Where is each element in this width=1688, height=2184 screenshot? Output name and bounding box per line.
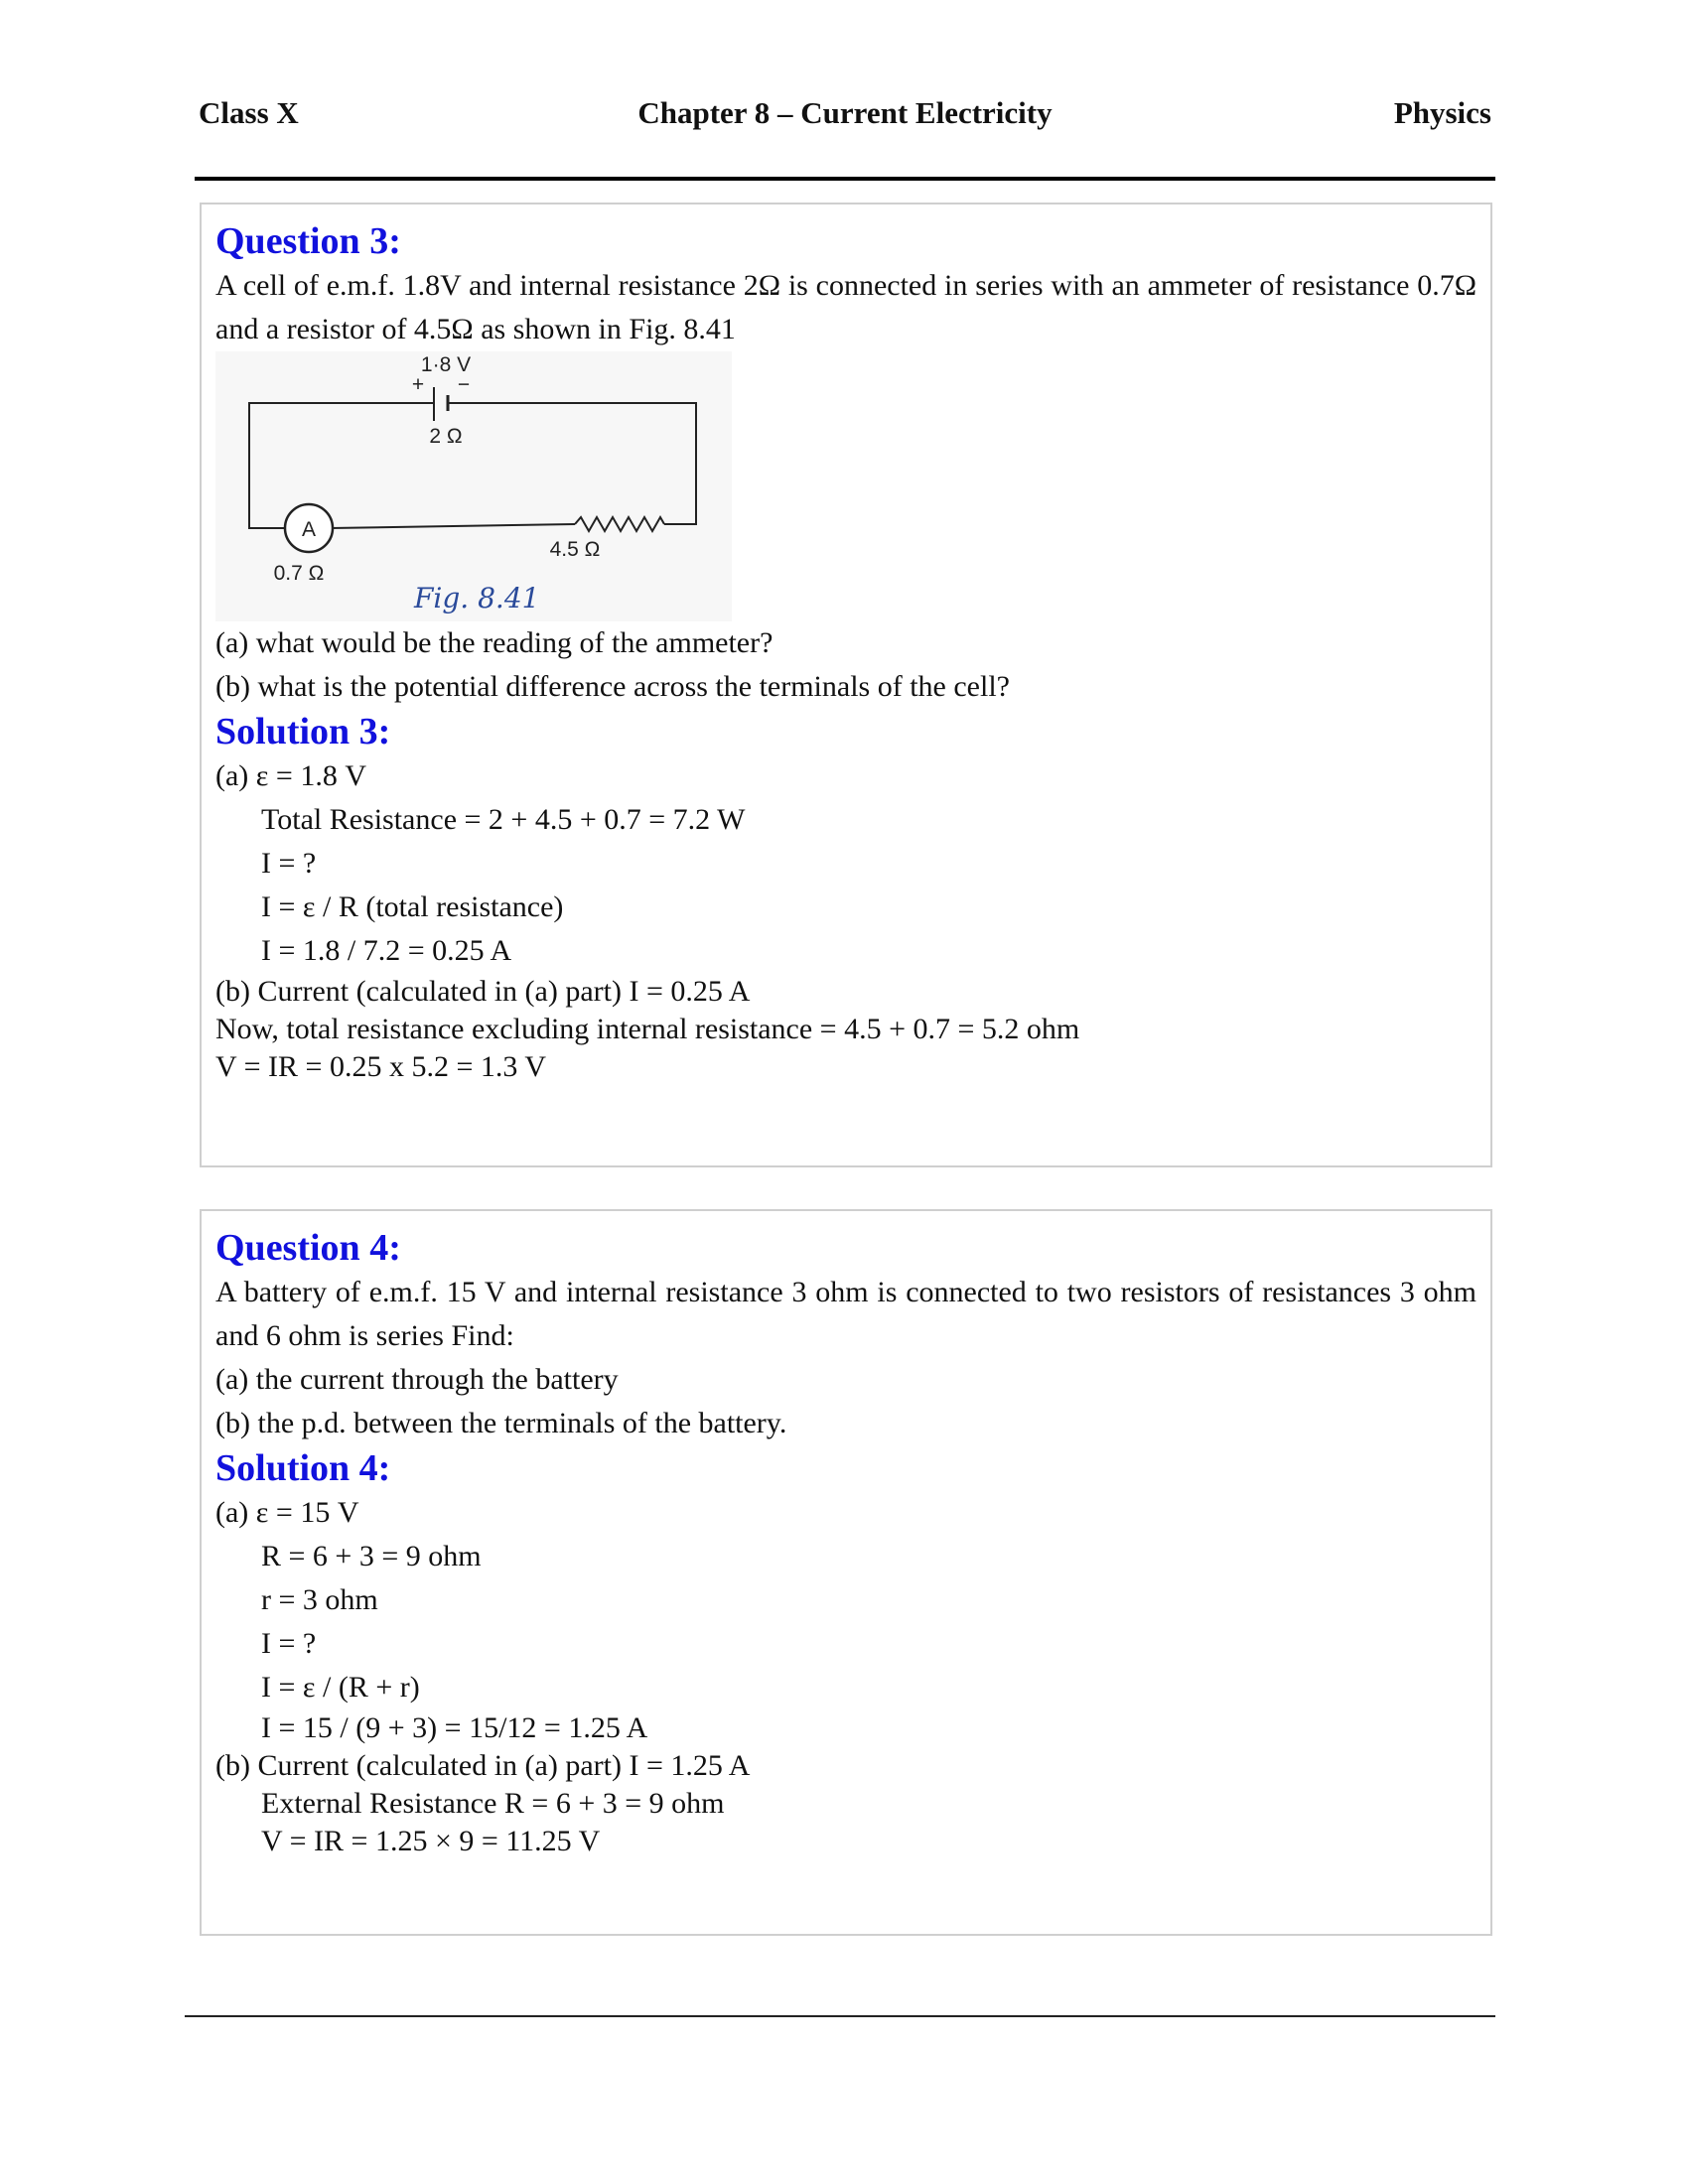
internal-resistance-label: 2 Ω xyxy=(429,425,463,448)
minus-sign: − xyxy=(457,373,471,396)
question-4-part-a: (a) the current through the battery xyxy=(215,1363,619,1396)
header-subject: Physics xyxy=(1393,95,1491,130)
solution-4-line: I = 15 / (9 + 3) = 15/12 = 1.25 A xyxy=(261,1711,648,1744)
footer-rule xyxy=(185,2015,1495,2017)
solution-3-line: Now, total resistance excluding internal resistance = 4.5 + 0.7 = 5.2 ohm xyxy=(215,1013,1080,1045)
solution-4-line: R = 6 + 3 = 9 ohm xyxy=(261,1540,482,1572)
question-4-part-b: (b) the p.d. between the terminals of the battery. xyxy=(215,1407,787,1439)
solution-4-line: External Resistance R = 6 + 3 = 9 ohm xyxy=(261,1787,725,1820)
ammeter-resistance-label: 0.7 Ω xyxy=(273,562,325,585)
question-3-box xyxy=(200,203,1492,1167)
emf-label: 1·8 V xyxy=(420,353,472,376)
solution-3-line: I = 1.8 / 7.2 = 0.25 A xyxy=(261,934,512,967)
solution-4-line: (b) Current (calculated in (a) part) I = 1.25 A xyxy=(215,1749,751,1782)
question-4-box xyxy=(200,1209,1492,1936)
solution-3-line: Total Resistance = 2 + 4.5 + 0.7 = 7.2 W xyxy=(261,803,746,836)
question-3-part-a: (a) what would be the reading of the ammeter? xyxy=(215,626,774,659)
header-rule xyxy=(195,177,1495,181)
header-chapter: Chapter 8 – Current Electricity xyxy=(637,95,1053,130)
solution-4-line: I = ε / (R + r) xyxy=(261,1671,420,1704)
solution-4-line: r = 3 ohm xyxy=(261,1583,378,1616)
question-3-text: A cell of e.m.f. 1.8V and internal resistance 2Ω is connected in series with an ammeter of resistance 0.7Ω and a resistor of 4.5Ω as shown in Fig. 8.41 xyxy=(215,269,1477,345)
question-3-part-b: (b) what is the potential difference across the terminals of the cell? xyxy=(215,670,1010,703)
plus-sign: + xyxy=(411,373,425,396)
solution-3-line: V = IR = 0.25 x 5.2 = 1.3 V xyxy=(215,1050,547,1083)
question-4-text: A battery of e.m.f. 15 V and internal resistance 3 ohm is connected to two resistors of resistances 3 ohm and 6 ohm is series Find: xyxy=(215,1276,1477,1352)
question-3-title: Question 3: xyxy=(215,220,401,262)
page-header xyxy=(199,95,1491,145)
solution-4-line: I = ? xyxy=(261,1627,317,1660)
question-4-title: Question 4: xyxy=(215,1227,401,1269)
resistor-label: 4.5 Ω xyxy=(549,538,601,561)
circuit-figure xyxy=(215,351,732,621)
figure-caption: Fig. 8.41 xyxy=(414,582,540,614)
solution-3-line: (b) Current (calculated in (a) part) I = 0.25 A xyxy=(215,975,751,1008)
solution-3-line: I = ε / R (total resistance) xyxy=(261,890,564,923)
solution-3-line: (a) ε = 1.8 V xyxy=(215,759,366,792)
solution-3-line: I = ? xyxy=(261,847,317,880)
solution-4-line: (a) ε = 15 V xyxy=(215,1496,359,1529)
solution-3-title: Solution 3: xyxy=(215,711,391,752)
solution-4-title: Solution 4: xyxy=(215,1447,391,1489)
ammeter-symbol: A xyxy=(301,518,317,541)
header-class: Class X xyxy=(199,95,299,130)
solution-4-line: V = IR = 1.25 × 9 = 11.25 V xyxy=(261,1825,601,1857)
